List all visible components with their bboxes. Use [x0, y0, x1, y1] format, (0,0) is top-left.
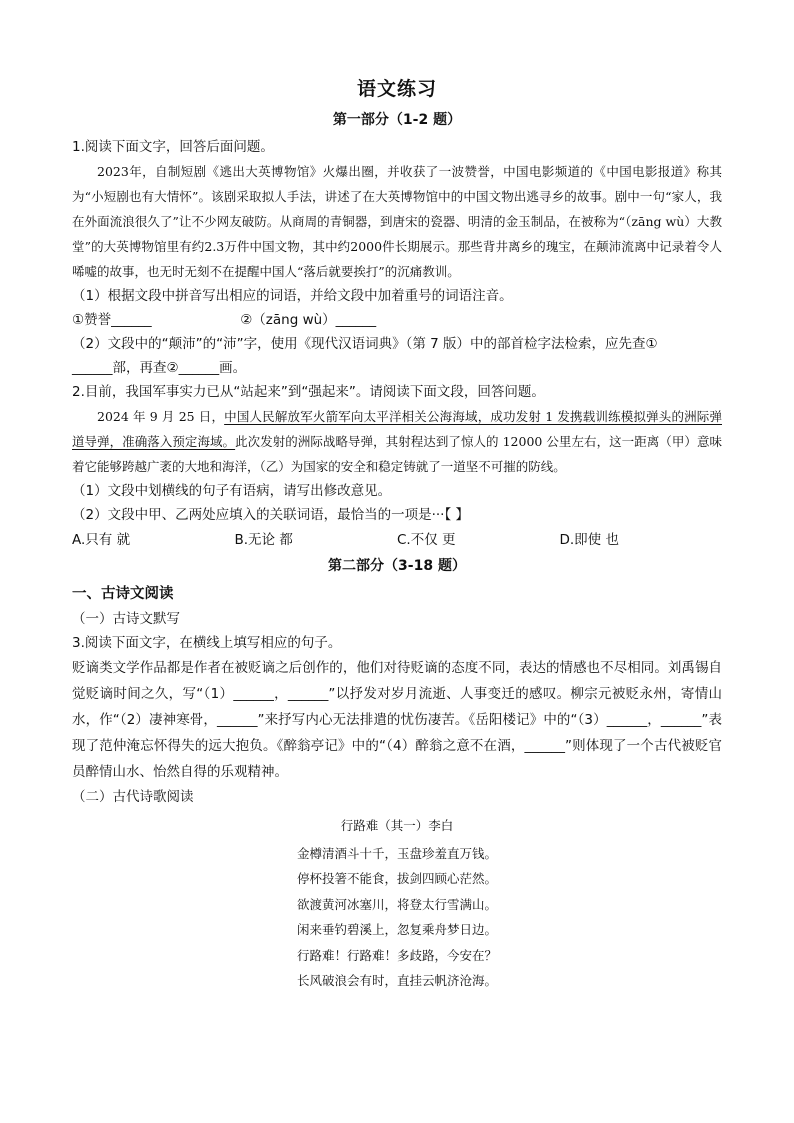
q1-sub2-line1: （2）文段中的“颠沛”的“沛”字，使用《现代汉语词典》（第 7 版）中的部首检字法检索，应先查① [72, 336, 658, 352]
q3-text: 贬谪类文学作品都是作者在被贬谪之后创作的，他们对待贬谪的态度不同，表达的情感也不尽相同。刘禹锡自觉贬谪时间之久，写“（1）______，______”以抒发对岁月流逝、人事变迁的感叹。柳宗元被贬永州，寄情山水，作“（2）凄神寒骨，______”来抒写内心无法排遣的忧伤凄苦。《岳阳楼记》中的“（3）______，______”表现了范仲淹忘怀得失的远大抱负。《醉翁亭记》中的“（4）醉翁之意不在酒，______”则体现了一个古代被贬官员醉情山水、怡然自得的乐观精神。 [72, 660, 722, 780]
q2-choices [72, 527, 722, 553]
q1-blank-b: ②（zāng wù）______ [240, 312, 377, 328]
q2-passage [72, 404, 722, 479]
poem-line: 闲来垂钓碧溪上，忽复乘舟梦日边。 [296, 922, 497, 937]
q2-underlined-sentence: 中国人民解放军火箭军向太平洋相关公海海域，成功发射 1 发携载训练模拟弹头的洲际弹道导弹，准确落入预定海域。 [72, 409, 722, 449]
sub-heading-poetry: （二）古代诗歌阅读 [72, 789, 194, 805]
page-title: 语文练习 [356, 78, 437, 100]
poem-title: 行路难（其一）李白 [340, 818, 454, 833]
q1-sub2-line2: ______部，再查②______画。 [72, 360, 247, 376]
part2-heading: 第二部分（3-18 题） [328, 558, 466, 574]
q2-passage-before: 2024 年 9 月 25 日， [97, 409, 225, 424]
q2-sub2: （2）文段中甲、乙两处应填入的关联词语，最恰当的一项是···【 】 [72, 507, 470, 523]
poem-line: 行路难！行路难！多歧路，今安在？ [296, 947, 497, 963]
q1-sub1: （1）根据文段中拼音写出相应的词语，并给文段中加着重号的词语注音。 [72, 288, 513, 304]
poem-line: 停杯投箸不能食，拔剑四顾心茫然。 [296, 871, 497, 886]
q2-sub1: （1）文段中划横线的句子有语病，请写出修改意见。 [72, 483, 392, 499]
q1-sub1-blanks [72, 308, 722, 332]
poem-line: 金樽清酒斗十千，玉盘珍羞直万钱。 [296, 845, 497, 861]
sub-heading-dictation: （一）古诗文默写 [72, 611, 180, 627]
q1-passage: 2023年，自制短剧《逃出大英博物馆》火爆出圈，并收获了一波赞誉，中国电影频道的《中国电影报道》称其为“小短剧也有大情怀”。该剧采取拟人手法，讲述了在大英博物馆中的中国文物出逃寻乡的故事。剧中一句“家人，我在外面流浪很久了”让不少网友破防。从商周的青铜器，到唐宋的瓷器、明清的金玉制品，在被称为“（zāng wù）大教堂”的大英博物馆里有约2.3万件中国文物，其中约2000件长期展示。那些背井离乡的瑰宝，在颠沛流离中记录着令人唏嘘的故事，也无时无刻不在提醒中国人“落后就要挨打”的沉痛教训。 [72, 164, 722, 279]
q2-passage-after: 此次发射的洲际战略导弹，其射程达到了惊人的 12000 公里左右，这一距离（甲）意味着它能够跨越广袤的大地和海洋，（乙）为国家的安全和稳定铸就了一道坚不可摧的防线。 [72, 434, 722, 474]
poem-line: 长风破浪会有时，直挂云帆济沧海。 [296, 973, 497, 988]
q1-blank-a: ①赞誉______ [72, 312, 152, 328]
poem [72, 813, 722, 994]
choice-d: D.即使 也 [559, 532, 619, 548]
choice-a: A.只有 就 [72, 532, 131, 548]
choice-b: B.无论 都 [234, 532, 293, 548]
choice-c: C.不仅 更 [397, 532, 456, 548]
poem-line: 欲渡黄河冰塞川，将登太行雪满山。 [296, 896, 497, 912]
exam-page [72, 68, 722, 994]
q1-prompt: 1.阅读下面文字，回答后面问题。 [72, 139, 274, 155]
section-ancient-reading: 一、古诗文阅读 [72, 586, 174, 602]
q2-prompt: 2.目前，我国军事实力已从“站起来”到“强起来”。请阅读下面文段，回答问题。 [72, 384, 545, 400]
q3-prompt: 3.阅读下面文字，在横线上填写相应的句子。 [72, 635, 342, 651]
part1-heading: 第一部分（1-2 题） [332, 112, 462, 128]
